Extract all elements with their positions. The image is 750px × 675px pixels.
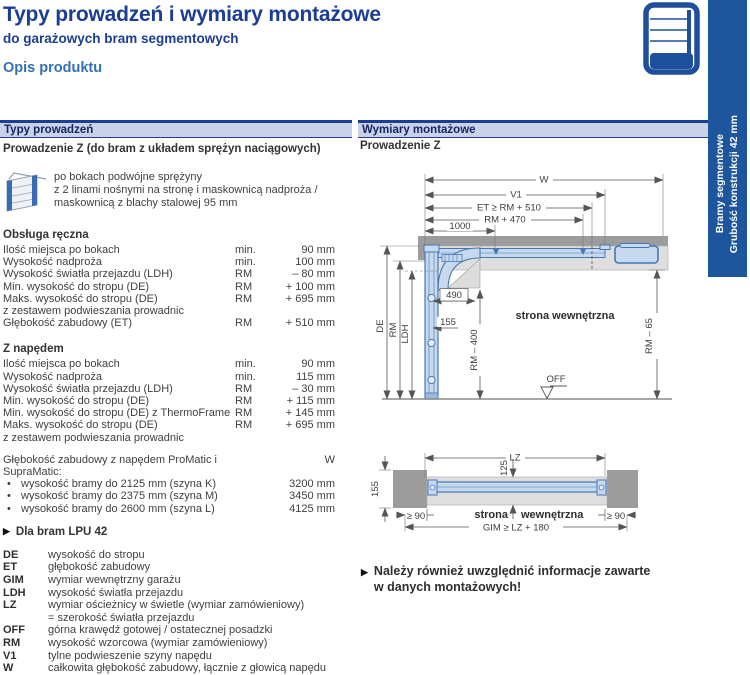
spec-row: z zestawem podwieszania prowadnic xyxy=(3,431,184,444)
sectional-door-icon xyxy=(643,2,700,75)
interior-side-label: strona wewnętrzna xyxy=(515,310,615,322)
side-view-diagram xyxy=(358,158,703,428)
note-block xyxy=(361,563,691,595)
dim-label-490: 490 xyxy=(446,290,462,301)
interior-top-label-2: wewnętrzna xyxy=(521,509,584,521)
section-bar-guidance-types: Typy prowadzeń xyxy=(0,120,352,138)
depth-row: • wysokość bramy do 2125 mm (szyna K) 3200 mm xyxy=(7,478,335,491)
page-subtitle: do garażowych bram segmentowych xyxy=(3,31,239,46)
rear-suspension-clip xyxy=(600,245,610,250)
depth-row: • wysokość bramy do 2375 mm (szyna M) 3450 mm xyxy=(7,490,335,503)
section-title: Opis produktu xyxy=(3,60,103,76)
depth-row: • wysokość bramy do 2600 mm (szyna L) 4125 mm xyxy=(7,502,335,515)
dim-label-et: ET ≥ RM + 510 xyxy=(477,202,541,214)
spec-row: Wysokość światła przejazdu (LDH) RM – 80 mm xyxy=(3,268,335,281)
arrow-marker-icon: ▶ xyxy=(361,567,368,577)
legend-row: LZ wymiar ościeżnicy w świetle (wymiar zamówieniowy) xyxy=(3,599,305,612)
intro-text xyxy=(54,169,318,215)
door-panel-sketch-icon xyxy=(3,169,47,215)
spec-row: Maks. wysokość do stropu (DE) RM + 695 mm xyxy=(3,292,335,305)
arrow-marker-icon: ▶ xyxy=(3,525,10,536)
off-arrow-icon xyxy=(541,387,553,399)
note-line-2: w danych montażowych! xyxy=(373,580,522,594)
manual-spec-table xyxy=(3,244,335,329)
dim-label-155-top: 155 xyxy=(370,481,381,497)
left-column xyxy=(3,142,335,675)
spec-row: Min. wysokość do stropu (DE) RM + 100 mm xyxy=(3,280,335,293)
section-bar-mounting-dimensions: Wymiary montażowe xyxy=(358,120,708,138)
wall-right xyxy=(607,470,638,508)
side-tab-line1: Bramy segmentowe xyxy=(714,134,727,235)
legend-row-continuation: = szerokość światła przejazdu xyxy=(48,611,195,624)
powered-operation-heading: Z napędem xyxy=(3,343,64,356)
legend-row: GIM wymiar wewnętrzny garażu xyxy=(3,574,181,587)
side-tab xyxy=(708,0,747,277)
note-text xyxy=(374,563,650,595)
dim-label-gim: GIM ≥ LZ + 180 xyxy=(482,522,550,534)
diagram-heading: Prowadzenie Z xyxy=(360,140,441,152)
dim-label-1000: 1000 xyxy=(449,221,471,232)
legend-row: V1 tylne podwieszenie szyny napędu xyxy=(3,649,212,662)
spec-row: Wysokość nadproża min. 115 mm xyxy=(3,370,335,383)
spec-row: Głębokość zabudowy (ET) RM + 510 mm xyxy=(3,317,335,330)
spec-row: Wysokość światła przejazdu (LDH) RM – 30 mm xyxy=(3,382,335,395)
spec-row: Min. wysokość do stropu (DE) z ThermoFrame RM + 145 mm xyxy=(3,407,335,420)
operator-head xyxy=(615,246,658,263)
dim-label-de: DE xyxy=(375,319,386,333)
top-view-diagram xyxy=(358,443,703,553)
spec-row: Ilość miejsca po bokach min. 90 mm xyxy=(3,358,335,371)
dim-label-rm: RM xyxy=(388,322,399,338)
off-label: OFF xyxy=(546,374,566,385)
intro-block xyxy=(3,169,335,215)
manual-operation-heading: Obsługa ręczna xyxy=(3,229,89,241)
built-in-depth-block xyxy=(3,454,335,515)
dim-label-rm470: RM + 470 xyxy=(484,214,526,226)
depth-header-row: Głębokość zabudowy z napędem ProMatic i SupraMatic: W xyxy=(3,453,335,479)
legend-row: ET głębokość zabudowy xyxy=(3,561,151,574)
spec-row: Min. wysokość do stropu (DE) RM + 115 mm xyxy=(3,395,335,408)
abbreviation-legend xyxy=(3,549,335,675)
dim-label-90-left: ≥ 90 xyxy=(406,511,426,522)
interior-top-label-1: strona xyxy=(474,509,508,521)
spec-row: z zestawem podwieszania prowadnic xyxy=(3,305,184,318)
note-line-1: Należy również uwzględnić informacje zawarte xyxy=(373,564,651,578)
legend-row: OFF górna krawędź gotowej / ostatecznej posadzki xyxy=(3,624,273,637)
dim-label-155: 155 xyxy=(440,317,456,328)
applies-to-line xyxy=(3,525,335,539)
legend-row: RM wysokość wzorcowa (wymiar zamówieniowy) xyxy=(3,637,268,650)
side-tab-text xyxy=(713,115,741,253)
legend-row: DE wysokość do stropu xyxy=(3,548,145,561)
page-title: Typy prowadzeń i wymiary montażowe xyxy=(3,3,381,26)
intro-line-3: maskownicą z blachy stalowej 95 mm xyxy=(54,197,238,209)
spec-row: Wysokość nadproża min. 100 mm xyxy=(3,256,335,269)
applies-to-text: Dla bram LPU 42 xyxy=(15,525,108,538)
dim-label-lz: LZ xyxy=(509,452,521,464)
dim-label-w: W xyxy=(539,174,549,186)
side-tab-line2: Grubość konstrukcji 42 mm xyxy=(728,115,741,254)
wall-left xyxy=(393,470,427,508)
guidance-z-heading: Prowadzenie Z (do bram z układem sprężyn naciągowych) xyxy=(3,143,321,155)
spec-row: Ilość miejsca po bokach min. 90 mm xyxy=(3,244,335,256)
dim-label-90-right: ≥ 90 xyxy=(606,511,626,522)
legend-row: LDH wysokość światła przejazdu xyxy=(3,586,184,599)
dim-label-rm400: RM – 400 xyxy=(469,329,480,371)
dim-label-ldh: LDH xyxy=(400,324,411,344)
powered-spec-table xyxy=(3,358,335,443)
spec-row: Maks. wysokość do stropu (DE) RM + 695 mm xyxy=(3,419,335,432)
legend-row: W całkowita głębokość zabudowy, łącznie z głowicą napędu xyxy=(3,662,327,675)
dim-label-125: 125 xyxy=(499,460,510,476)
intro-line-2: z 2 linami nośnymi na stronę i maskownicą nadproża / xyxy=(54,184,318,196)
intro-line-1: po bokach podwójne sprężyny xyxy=(54,171,202,183)
dim-label-v1: V1 xyxy=(510,189,522,201)
depth-value-header: W xyxy=(324,453,335,466)
dim-label-rm65: RM – 65 xyxy=(644,318,655,354)
